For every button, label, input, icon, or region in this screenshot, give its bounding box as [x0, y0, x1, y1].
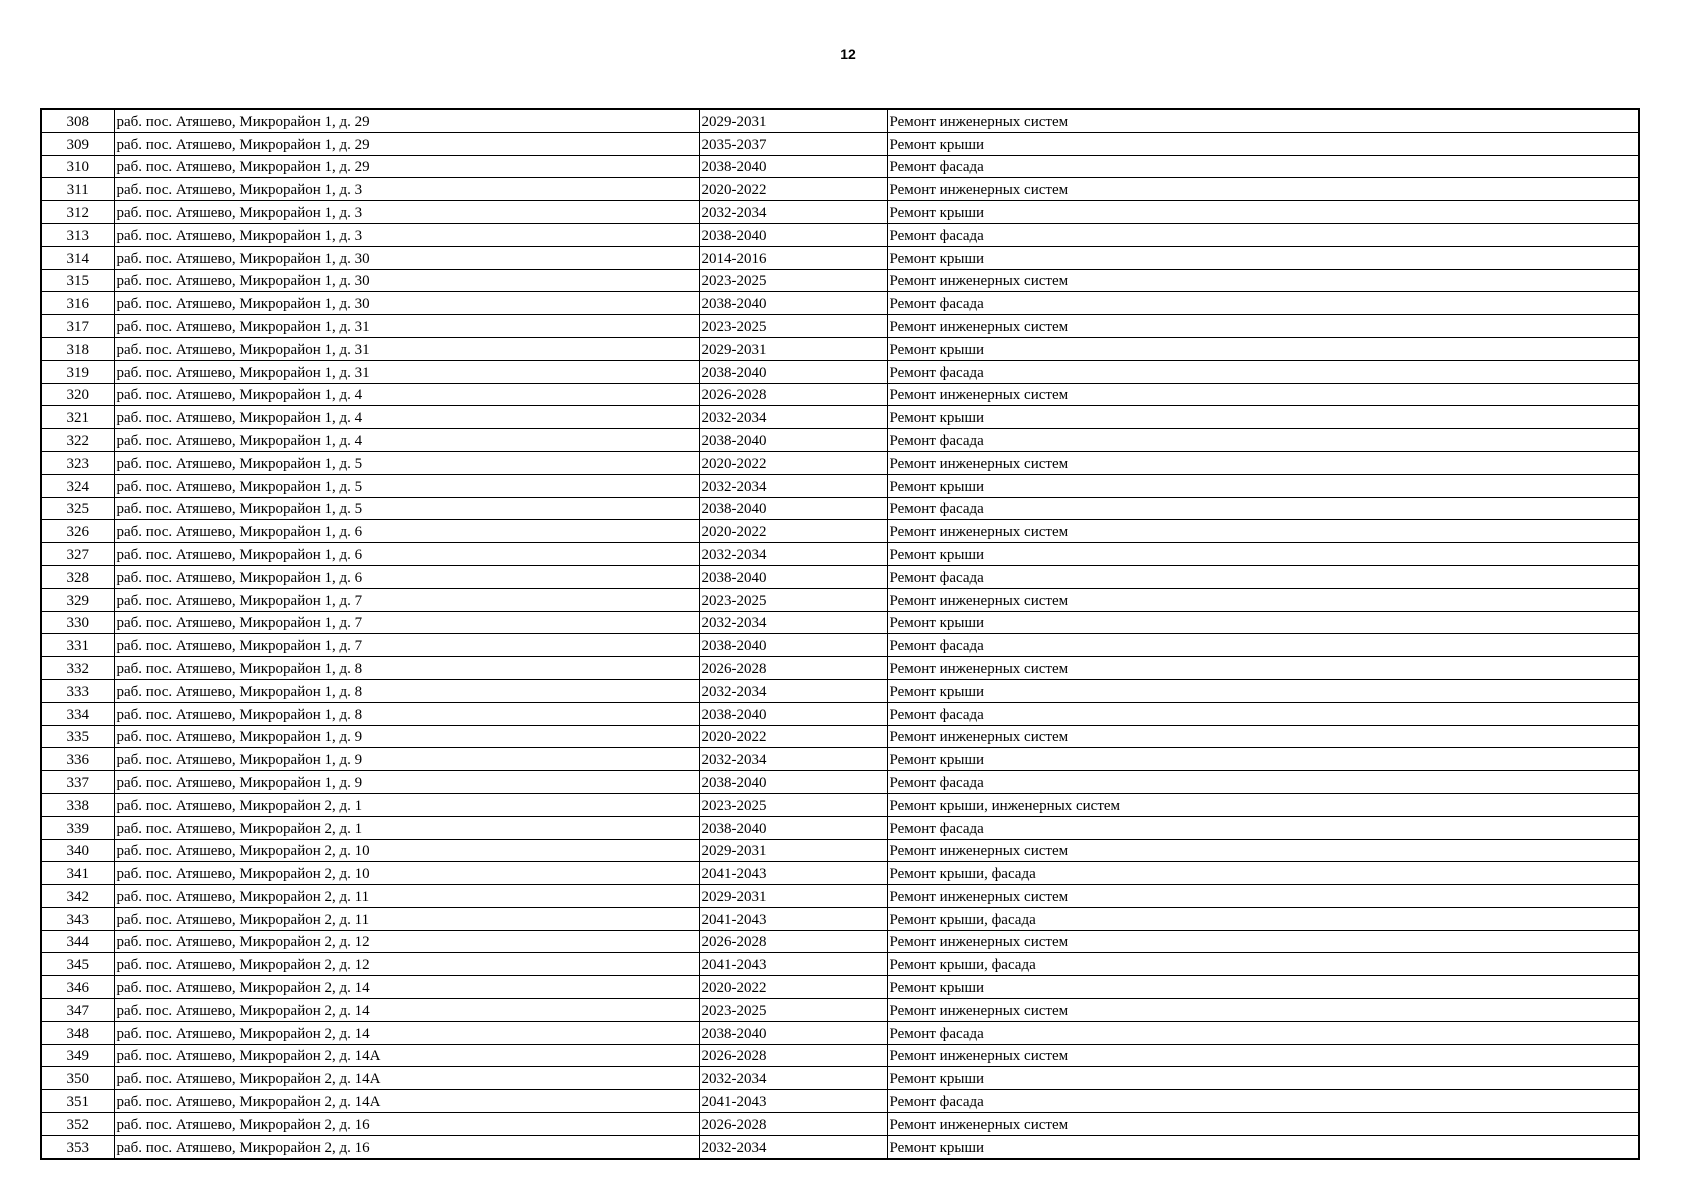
- work-type-cell: Ремонт фасада: [887, 702, 1639, 725]
- work-type-cell: Ремонт фасада: [887, 565, 1639, 588]
- table-row: [41, 976, 1639, 999]
- work-type-cell: Ремонт фасада: [887, 223, 1639, 246]
- row-number-cell: 333: [41, 679, 114, 702]
- row-number-cell: 315: [41, 269, 114, 292]
- period-cell: 2038-2040: [699, 155, 887, 178]
- table-row: [41, 679, 1639, 702]
- period-cell: 2038-2040: [699, 429, 887, 452]
- table-row: [41, 953, 1639, 976]
- period-cell: 2020-2022: [699, 451, 887, 474]
- work-type-cell: Ремонт инженерных систем: [887, 885, 1639, 908]
- work-type-cell: Ремонт фасада: [887, 429, 1639, 452]
- work-type-cell: Ремонт инженерных систем: [887, 520, 1639, 543]
- table-row: [41, 885, 1639, 908]
- row-number-cell: 320: [41, 383, 114, 406]
- row-number-cell: 353: [41, 1135, 114, 1158]
- table-row: [41, 816, 1639, 839]
- row-number-cell: 344: [41, 930, 114, 953]
- address-cell: раб. пос. Атяшево, Микрорайон 1, д. 3: [114, 223, 699, 246]
- address-cell: раб. пос. Атяшево, Микрорайон 1, д. 6: [114, 543, 699, 566]
- row-number-cell: 321: [41, 406, 114, 429]
- row-number-cell: 316: [41, 292, 114, 315]
- table-row: [41, 406, 1639, 429]
- row-number-cell: 326: [41, 520, 114, 543]
- row-number-cell: 330: [41, 611, 114, 634]
- row-number-cell: 349: [41, 1044, 114, 1067]
- period-cell: 2038-2040: [699, 292, 887, 315]
- work-type-cell: Ремонт фасада: [887, 771, 1639, 794]
- period-cell: 2038-2040: [699, 1021, 887, 1044]
- work-type-cell: Ремонт крыши, инженерных систем: [887, 793, 1639, 816]
- address-cell: раб. пос. Атяшево, Микрорайон 1, д. 8: [114, 702, 699, 725]
- table-row: [41, 907, 1639, 930]
- period-cell: 2041-2043: [699, 1090, 887, 1113]
- table-row: [41, 292, 1639, 315]
- work-type-cell: Ремонт фасада: [887, 497, 1639, 520]
- row-number-cell: 352: [41, 1113, 114, 1136]
- work-type-cell: Ремонт инженерных систем: [887, 451, 1639, 474]
- row-number-cell: 337: [41, 771, 114, 794]
- address-cell: раб. пос. Атяшево, Микрорайон 1, д. 8: [114, 679, 699, 702]
- period-cell: 2041-2043: [699, 953, 887, 976]
- period-cell: 2032-2034: [699, 679, 887, 702]
- table-row: [41, 474, 1639, 497]
- work-type-cell: Ремонт крыши: [887, 406, 1639, 429]
- period-cell: 2038-2040: [699, 565, 887, 588]
- period-cell: 2032-2034: [699, 406, 887, 429]
- work-type-cell: Ремонт инженерных систем: [887, 1044, 1639, 1067]
- address-cell: раб. пос. Атяшево, Микрорайон 1, д. 6: [114, 565, 699, 588]
- row-number-cell: 327: [41, 543, 114, 566]
- address-cell: раб. пос. Атяшево, Микрорайон 1, д. 6: [114, 520, 699, 543]
- row-number-cell: 329: [41, 588, 114, 611]
- work-type-cell: Ремонт фасада: [887, 1021, 1639, 1044]
- address-cell: раб. пос. Атяшево, Микрорайон 1, д. 5: [114, 474, 699, 497]
- row-number-cell: 308: [41, 109, 114, 132]
- row-number-cell: 347: [41, 999, 114, 1022]
- period-cell: 2020-2022: [699, 520, 887, 543]
- address-cell: раб. пос. Атяшево, Микрорайон 2, д. 14А: [114, 1067, 699, 1090]
- table-row: [41, 1135, 1639, 1158]
- table-row: [41, 543, 1639, 566]
- period-cell: 2038-2040: [699, 634, 887, 657]
- row-number-cell: 345: [41, 953, 114, 976]
- work-type-cell: Ремонт инженерных систем: [887, 725, 1639, 748]
- work-type-cell: Ремонт крыши, фасада: [887, 862, 1639, 885]
- table-row: [41, 497, 1639, 520]
- work-type-cell: Ремонт крыши: [887, 1135, 1639, 1158]
- period-cell: 2023-2025: [699, 999, 887, 1022]
- period-cell: 2023-2025: [699, 588, 887, 611]
- row-number-cell: 350: [41, 1067, 114, 1090]
- row-number-cell: 319: [41, 360, 114, 383]
- work-type-cell: Ремонт крыши: [887, 246, 1639, 269]
- table-row: [41, 155, 1639, 178]
- work-type-cell: Ремонт крыши: [887, 976, 1639, 999]
- work-type-cell: Ремонт крыши: [887, 201, 1639, 224]
- work-type-cell: Ремонт инженерных систем: [887, 657, 1639, 680]
- work-type-cell: Ремонт крыши: [887, 748, 1639, 771]
- period-cell: 2041-2043: [699, 907, 887, 930]
- table-row: [41, 1021, 1639, 1044]
- period-cell: 2038-2040: [699, 771, 887, 794]
- period-cell: 2020-2022: [699, 178, 887, 201]
- work-type-cell: Ремонт инженерных систем: [887, 1113, 1639, 1136]
- work-type-cell: Ремонт крыши: [887, 679, 1639, 702]
- period-cell: 2038-2040: [699, 702, 887, 725]
- address-cell: раб. пос. Атяшево, Микрорайон 1, д. 9: [114, 771, 699, 794]
- row-number-cell: 332: [41, 657, 114, 680]
- address-cell: раб. пос. Атяшево, Микрорайон 1, д. 29: [114, 155, 699, 178]
- row-number-cell: 311: [41, 178, 114, 201]
- address-cell: раб. пос. Атяшево, Микрорайон 1, д. 31: [114, 315, 699, 338]
- address-cell: раб. пос. Атяшево, Микрорайон 1, д. 7: [114, 611, 699, 634]
- period-cell: 2029-2031: [699, 337, 887, 360]
- address-cell: раб. пос. Атяшево, Микрорайон 2, д. 12: [114, 930, 699, 953]
- work-type-cell: Ремонт крыши: [887, 474, 1639, 497]
- row-number-cell: 322: [41, 429, 114, 452]
- address-cell: раб. пос. Атяшево, Микрорайон 1, д. 30: [114, 246, 699, 269]
- table-row: [41, 725, 1639, 748]
- table-row: [41, 999, 1639, 1022]
- row-number-cell: 341: [41, 862, 114, 885]
- table-row: [41, 269, 1639, 292]
- period-cell: 2023-2025: [699, 269, 887, 292]
- table-row: [41, 1044, 1639, 1067]
- address-cell: раб. пос. Атяшево, Микрорайон 2, д. 1: [114, 793, 699, 816]
- row-number-cell: 336: [41, 748, 114, 771]
- table-row: [41, 109, 1639, 132]
- period-cell: 2029-2031: [699, 885, 887, 908]
- row-number-cell: 314: [41, 246, 114, 269]
- work-type-cell: Ремонт фасада: [887, 155, 1639, 178]
- address-cell: раб. пос. Атяшево, Микрорайон 2, д. 14: [114, 976, 699, 999]
- address-cell: раб. пос. Атяшево, Микрорайон 1, д. 9: [114, 725, 699, 748]
- table-row: [41, 657, 1639, 680]
- table-row: [41, 771, 1639, 794]
- table-row: [41, 634, 1639, 657]
- address-cell: раб. пос. Атяшево, Микрорайон 1, д. 4: [114, 383, 699, 406]
- period-cell: 2038-2040: [699, 223, 887, 246]
- table-row: [41, 839, 1639, 862]
- address-cell: раб. пос. Атяшево, Микрорайон 2, д. 11: [114, 907, 699, 930]
- row-number-cell: 342: [41, 885, 114, 908]
- table-row: [41, 862, 1639, 885]
- table-row: [41, 702, 1639, 725]
- period-cell: 2026-2028: [699, 657, 887, 680]
- address-cell: раб. пос. Атяшево, Микрорайон 2, д. 14: [114, 1021, 699, 1044]
- row-number-cell: 340: [41, 839, 114, 862]
- period-cell: 2020-2022: [699, 976, 887, 999]
- address-cell: раб. пос. Атяшево, Микрорайон 1, д. 31: [114, 337, 699, 360]
- period-cell: 2026-2028: [699, 1044, 887, 1067]
- address-cell: раб. пос. Атяшево, Микрорайон 2, д. 14: [114, 999, 699, 1022]
- row-number-cell: 331: [41, 634, 114, 657]
- work-type-cell: Ремонт инженерных систем: [887, 999, 1639, 1022]
- row-number-cell: 343: [41, 907, 114, 930]
- address-cell: раб. пос. Атяшево, Микрорайон 2, д. 1: [114, 816, 699, 839]
- row-number-cell: 346: [41, 976, 114, 999]
- period-cell: 2032-2034: [699, 543, 887, 566]
- period-cell: 2014-2016: [699, 246, 887, 269]
- work-type-cell: Ремонт крыши: [887, 132, 1639, 155]
- work-type-cell: Ремонт фасада: [887, 360, 1639, 383]
- table-row: [41, 930, 1639, 953]
- table-row: [41, 178, 1639, 201]
- period-cell: 2026-2028: [699, 383, 887, 406]
- period-cell: 2032-2034: [699, 474, 887, 497]
- row-number-cell: 317: [41, 315, 114, 338]
- table-row: [41, 337, 1639, 360]
- period-cell: 2029-2031: [699, 839, 887, 862]
- work-type-cell: Ремонт крыши, фасада: [887, 953, 1639, 976]
- repair-schedule-table: [40, 108, 1640, 1160]
- period-cell: 2026-2028: [699, 930, 887, 953]
- period-cell: 2032-2034: [699, 611, 887, 634]
- address-cell: раб. пос. Атяшево, Микрорайон 2, д. 12: [114, 953, 699, 976]
- table-row: [41, 1067, 1639, 1090]
- work-type-cell: Ремонт крыши: [887, 543, 1639, 566]
- address-cell: раб. пос. Атяшево, Микрорайон 1, д. 29: [114, 109, 699, 132]
- row-number-cell: 351: [41, 1090, 114, 1113]
- row-number-cell: 310: [41, 155, 114, 178]
- table-row: [41, 1113, 1639, 1136]
- period-cell: 2038-2040: [699, 816, 887, 839]
- period-cell: 2023-2025: [699, 315, 887, 338]
- address-cell: раб. пос. Атяшево, Микрорайон 1, д. 9: [114, 748, 699, 771]
- address-cell: раб. пос. Атяшево, Микрорайон 1, д. 4: [114, 406, 699, 429]
- address-cell: раб. пос. Атяшево, Микрорайон 1, д. 29: [114, 132, 699, 155]
- address-cell: раб. пос. Атяшево, Микрорайон 1, д. 5: [114, 497, 699, 520]
- address-cell: раб. пос. Атяшево, Микрорайон 1, д. 30: [114, 292, 699, 315]
- period-cell: 2032-2034: [699, 748, 887, 771]
- work-type-cell: Ремонт инженерных систем: [887, 109, 1639, 132]
- row-number-cell: 328: [41, 565, 114, 588]
- row-number-cell: 323: [41, 451, 114, 474]
- work-type-cell: Ремонт фасада: [887, 634, 1639, 657]
- row-number-cell: 325: [41, 497, 114, 520]
- table-row: [41, 383, 1639, 406]
- row-number-cell: 318: [41, 337, 114, 360]
- address-cell: раб. пос. Атяшево, Микрорайон 2, д. 11: [114, 885, 699, 908]
- address-cell: раб. пос. Атяшево, Микрорайон 1, д. 31: [114, 360, 699, 383]
- period-cell: 2026-2028: [699, 1113, 887, 1136]
- table-row: [41, 588, 1639, 611]
- work-type-cell: Ремонт инженерных систем: [887, 178, 1639, 201]
- address-cell: раб. пос. Атяшево, Микрорайон 2, д. 14А: [114, 1090, 699, 1113]
- work-type-cell: Ремонт инженерных систем: [887, 930, 1639, 953]
- address-cell: раб. пос. Атяшево, Микрорайон 1, д. 30: [114, 269, 699, 292]
- table-body: [41, 109, 1639, 1159]
- table-row: [41, 315, 1639, 338]
- period-cell: 2038-2040: [699, 360, 887, 383]
- address-cell: раб. пос. Атяшево, Микрорайон 2, д. 14А: [114, 1044, 699, 1067]
- address-cell: раб. пос. Атяшево, Микрорайон 2, д. 10: [114, 839, 699, 862]
- address-cell: раб. пос. Атяшево, Микрорайон 2, д. 16: [114, 1113, 699, 1136]
- row-number-cell: 309: [41, 132, 114, 155]
- row-number-cell: 338: [41, 793, 114, 816]
- work-type-cell: Ремонт крыши, фасада: [887, 907, 1639, 930]
- table-row: [41, 132, 1639, 155]
- work-type-cell: Ремонт фасада: [887, 292, 1639, 315]
- address-cell: раб. пос. Атяшево, Микрорайон 1, д. 5: [114, 451, 699, 474]
- table-row: [41, 611, 1639, 634]
- row-number-cell: 339: [41, 816, 114, 839]
- work-type-cell: Ремонт инженерных систем: [887, 839, 1639, 862]
- period-cell: 2032-2034: [699, 201, 887, 224]
- period-cell: 2041-2043: [699, 862, 887, 885]
- table-row: [41, 748, 1639, 771]
- work-type-cell: Ремонт инженерных систем: [887, 315, 1639, 338]
- period-cell: 2029-2031: [699, 109, 887, 132]
- row-number-cell: 335: [41, 725, 114, 748]
- period-cell: 2020-2022: [699, 725, 887, 748]
- period-cell: 2035-2037: [699, 132, 887, 155]
- address-cell: раб. пос. Атяшево, Микрорайон 1, д. 3: [114, 178, 699, 201]
- row-number-cell: 348: [41, 1021, 114, 1044]
- table-row: [41, 223, 1639, 246]
- work-type-cell: Ремонт фасада: [887, 1090, 1639, 1113]
- address-cell: раб. пос. Атяшево, Микрорайон 1, д. 3: [114, 201, 699, 224]
- work-type-cell: Ремонт крыши: [887, 1067, 1639, 1090]
- address-cell: раб. пос. Атяшево, Микрорайон 1, д. 7: [114, 634, 699, 657]
- row-number-cell: 313: [41, 223, 114, 246]
- row-number-cell: 312: [41, 201, 114, 224]
- table-row: [41, 201, 1639, 224]
- work-type-cell: Ремонт инженерных систем: [887, 383, 1639, 406]
- work-type-cell: Ремонт крыши: [887, 611, 1639, 634]
- period-cell: 2032-2034: [699, 1067, 887, 1090]
- table-row: [41, 246, 1639, 269]
- period-cell: 2023-2025: [699, 793, 887, 816]
- table-row: [41, 793, 1639, 816]
- address-cell: раб. пос. Атяшево, Микрорайон 2, д. 16: [114, 1135, 699, 1158]
- table-row: [41, 451, 1639, 474]
- address-cell: раб. пос. Атяшево, Микрорайон 1, д. 4: [114, 429, 699, 452]
- work-type-cell: Ремонт инженерных систем: [887, 588, 1639, 611]
- table-row: [41, 565, 1639, 588]
- work-type-cell: Ремонт фасада: [887, 816, 1639, 839]
- page-number: 12: [840, 46, 856, 62]
- table-row: [41, 1090, 1639, 1113]
- address-cell: раб. пос. Атяшево, Микрорайон 1, д. 7: [114, 588, 699, 611]
- address-cell: раб. пос. Атяшево, Микрорайон 1, д. 8: [114, 657, 699, 680]
- address-cell: раб. пос. Атяшево, Микрорайон 2, д. 10: [114, 862, 699, 885]
- work-type-cell: Ремонт инженерных систем: [887, 269, 1639, 292]
- row-number-cell: 324: [41, 474, 114, 497]
- work-type-cell: Ремонт крыши: [887, 337, 1639, 360]
- table-row: [41, 360, 1639, 383]
- row-number-cell: 334: [41, 702, 114, 725]
- period-cell: 2032-2034: [699, 1135, 887, 1158]
- table-row: [41, 429, 1639, 452]
- period-cell: 2038-2040: [699, 497, 887, 520]
- table-row: [41, 520, 1639, 543]
